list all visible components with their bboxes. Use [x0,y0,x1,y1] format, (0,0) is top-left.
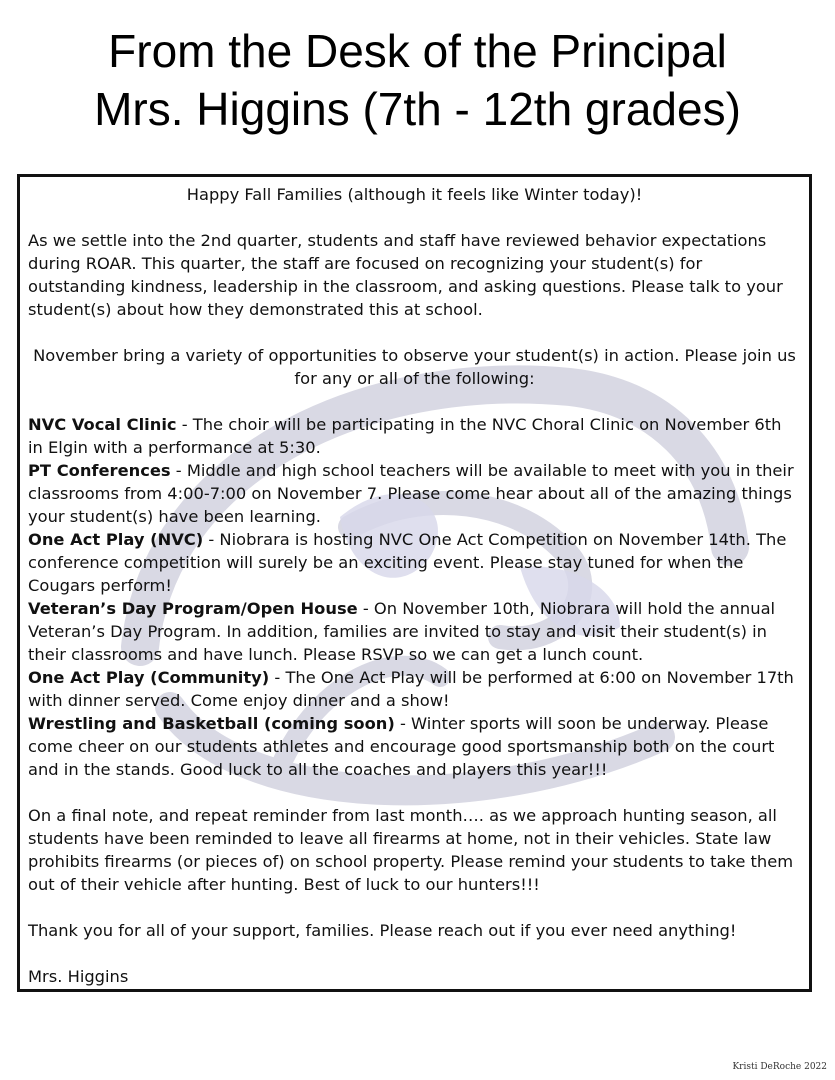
page-title: From the Desk of the Principal [108,25,727,77]
signoff: Mrs. Higgins [28,967,129,986]
author-credit: Kristi DeRoche 2022 [732,1062,827,1072]
page-subtitle: Mrs. Higgins (7th - 12th grades) [94,83,741,135]
event-text: - Middle and high school teachers will be available to meet with you in their classrooms from 4:00-7:00 on November 7. Please come hear about all of the amazing things your student(s) have been learning. [28,461,794,526]
letter-box [17,174,812,992]
event-title: PT Conferences [28,461,171,480]
event-title: One Act Play (NVC) [28,530,204,549]
event-item [28,413,801,459]
event-item [28,597,801,666]
event-text: - Niobrara is hosting NVC One Act Competition on November 14th. The conference competition will surely be an exciting event. Please stay tuned for when the Cougars perform! [28,530,787,595]
event-item [28,712,801,781]
event-item [28,666,801,712]
event-text: - On November 10th, Niobrara will hold the annual Veteran’s Day Program. In addition, families are invited to stay and visit their student(s) in their classrooms and have lunch. Please RSVP so we can get a lunch count. [28,599,776,664]
event-text: - The choir will be participating in the NVC Choral Clinic on November 6th in Elgin with a performance at 5:30. [28,415,782,457]
paragraph-hunting-reminder: On a final note, and repeat reminder from last month…. as we approach hunting season, all students have been reminded to leave all firearms at home, not in their vehicles. State law prohibits firearms (or pieces of) on school property. Please remind your students to take them out of their vehicle after hunting. Best of luck to our hunters!!! [28,806,794,894]
paragraph-intro: As we settle into the 2nd quarter, students and staff have reviewed behavior expectations during ROAR. This quarter, the staff are focused on recognizing your student(s) for outstanding kindness, leadership in the classroom, and asking questions. Please talk to your student(s) about how they demonstrated this at school. [28,231,783,319]
event-title: Wrestling and Basketball (coming soon) [28,714,395,733]
event-title: NVC Vocal Clinic [28,415,177,434]
event-text: - The One Act Play will be performed at 6:00 on November 17th with dinner served. Come enjoy dinner and a show! [28,668,794,710]
letter-body [28,183,801,988]
event-title: One Act Play (Community) [28,668,270,687]
event-text: - Winter sports will soon be underway. Please come cheer on our students athletes and encourage good sportsmanship both on the court and in the stands. Good luck to all the coaches and players this year!!! [28,714,775,779]
paragraph-opportunities: November bring a variety of opportunities to observe your student(s) in action. Please join us for any or all of the following: [33,346,796,388]
event-item [28,528,801,597]
event-item [28,459,801,528]
event-title: Veteran’s Day Program/Open House [28,599,358,618]
paragraph-thanks: Thank you for all of your support, families. Please reach out if you ever need anything! [28,921,737,940]
greeting: Happy Fall Families (although it feels like Winter today)! [186,185,643,204]
